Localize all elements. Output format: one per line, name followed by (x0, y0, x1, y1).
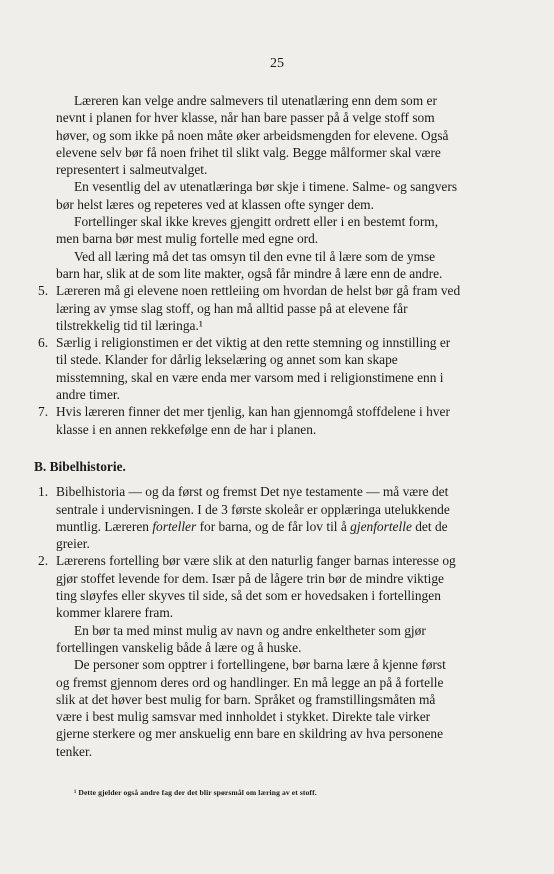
section-heading: B. Bibelhistorie. (34, 458, 126, 474)
item-number: 6. (38, 335, 49, 351)
paragraph: Læreren kan velge andre salmevers til utenatlæring enn dem som er nevnt i planen for hver klasse, når han bare passer på å velge stoff som høver, og som ikke på noen måte øker arbeidsmengden for elevene. Også elevene selv bør få noen frihet til slikt valg. Begge målformer skal være representert i salmeutvalget. (56, 93, 449, 178)
item-text: Lærerens fortelling bør være slik at den naturlig fanger barnas interesse og gjør stoffet levende for dem. Især på de lågere trin bør de mindre viktige ting sløyfes eller skyves til side, så det som er hovedsaken i fortellingen kommer klarere fram. (56, 553, 456, 621)
paragraph: Fortellinger skal ikke kreves gjengitt ordrett eller i en bestemt form, men barna bør mest mulig fortelle med egne ord. (56, 214, 439, 247)
item-text: Hvis læreren finner det mer tjenlig, kan han gjennomgå stoffdelene i hver klasse i en annen rekkefølge enn de har i planen. (56, 404, 450, 437)
item-number: 5. (38, 283, 49, 299)
paragraph: En vesentlig del av utenatlæringa bør skje i timene. Salme- og sangvers bør helst læres og repeteres ved at klassen ofte synger dem. (56, 179, 458, 212)
item-number: 1. (38, 484, 49, 500)
list-item (38, 403, 462, 438)
paragraph: En bør ta med minst mulig av navn og andre enkeltheter som gjør fortellingen vanskelig både å lære og å huske. (56, 622, 426, 655)
paragraph: Ved all læring må det tas omsyn til den evne til å lære som de ymse barn har, slik at de som lite makter, også får mindre å lære enn de andre. (56, 248, 443, 281)
page-number: 25 (270, 56, 284, 71)
text-run: Bibelhistoria — og da først og fremst Det nye testamente — må være det sentrale i undervisningen. I de 3 første skoleår er opplæringa utelukkende muntlig. Læreren (56, 484, 450, 534)
item-number: 7. (38, 404, 49, 420)
body-text (34, 92, 462, 798)
list-item (38, 483, 462, 552)
item-text: Læreren må gi elevene noen rettleiing om hvordan de helst bør gå fram ved læring av ymse slag stoff, og han må alltid passe på at elevene får tilstrekkelig tid til læringa.¹ (56, 283, 461, 333)
list-item (38, 282, 462, 334)
text-run: det de greier. (56, 518, 448, 552)
paragraph: De personer som opptrer i fortellingene, bør barna lære å kjenne først og fremst gjennom deres ord og handlinger. En må legge an på å fortelle slik at det høver best mulig for barn. Språket og framstillingsmåten må være i best mulig samsvar med innholdet i stykket. Direkte tale virker gjerne sterkere og mer anskuelig enn bare en skildring av hva personene tenker. (56, 657, 446, 759)
item-text: Særlig i religionstimen er det viktig at den rette stemning og innstilling er til stede. Klander for dårlig lekselæring og annet som kan skape misstemning, skal en være enda mer varsom med i religionstimene enn i andre timer. (56, 335, 451, 403)
italic-term: forteller (152, 518, 197, 534)
item-text (56, 483, 462, 552)
item-number: 2. (38, 553, 49, 569)
footnote: ¹ Dette gjelder også andre fag der det blir spørsmål om læring av et stoff. (74, 787, 317, 797)
text-run: for barna, og de får lov til å (196, 518, 351, 534)
italic-term: gjenfortelle (350, 518, 412, 534)
list-item (38, 334, 462, 403)
list-item (38, 552, 462, 621)
